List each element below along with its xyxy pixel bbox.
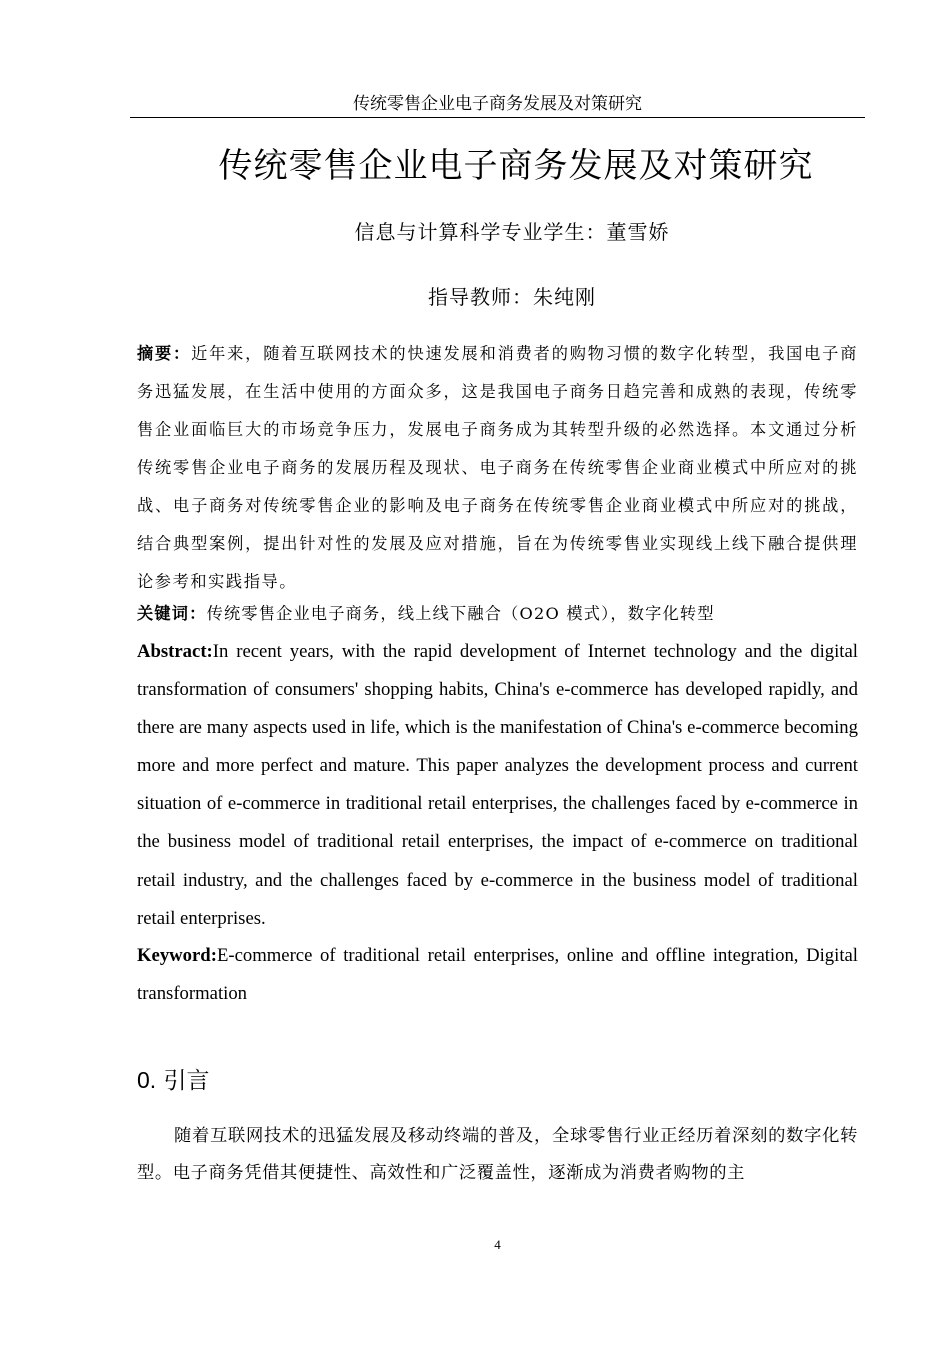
- section-title: 引言: [163, 1068, 210, 1094]
- advisor-line: 指导教师：朱纯刚: [428, 285, 596, 309]
- chinese-keywords-label: 关键词：: [137, 604, 207, 623]
- english-keywords-label: Keyword:: [137, 945, 217, 966]
- chinese-abstract: [137, 335, 858, 601]
- running-header: 传统零售企业电子商务发展及对策研究: [130, 92, 865, 118]
- paper-title: 传统零售企业电子商务发展及对策研究: [218, 146, 814, 186]
- chinese-abstract-text: 近年来，随着互联网技术的快速发展和消费者的购物习惯的数字化转型，我国电子商务迅猛发展，在生活中使用的方面众多，这是我国电子商务日趋完善和成熟的表现，传统零售企业面临巨大的市场竞争压力，发展电子商务成为其转型升级的必然选择。本文通过分析传统零售企业电子商务的发展历程及现状、电子商务在传统零售企业商业模式中所应对的挑战、电子商务对传统零售企业的影响及电子商务在传统零售企业商业模式中所应对的挑战，结合典型案例，提出针对性的发展及应对措施，旨在为传统零售业实现线上线下融合提供理论参考和实践指导。: [137, 344, 858, 591]
- english-abstract-text: In recent years, with the rapid development of Internet technology and the digital transformation of consumers' shopping habits, China's e-commerce has developed rapidly, and there are many aspects used in life, which is the manifestation of China's e-commerce becoming more and more perfect and mature. This paper analyzes the development process and current situation of e-commerce in traditional retail enterprises, the challenges faced by e-commerce in the business model of traditional retail enterprises, the impact of e-commerce on traditional retail industry, and the challenges faced by e-commerce in the business model of traditional retail enterprises.: [137, 641, 858, 929]
- page-number: 4: [494, 1237, 501, 1252]
- section-heading: [137, 1063, 210, 1098]
- english-abstract: [137, 633, 858, 938]
- chinese-keywords-text: 传统零售企业电子商务，线上线下融合（O2O 模式），数字化转型: [206, 604, 715, 623]
- english-keywords: [137, 937, 858, 1013]
- author-line: 信息与计算科学专业学生：董雪娇: [354, 220, 670, 244]
- body-paragraph: 随着互联网技术的迅猛发展及移动终端的普及，全球零售行业正经历着深刻的数字化转型。电子商务凭借其便捷性、高效性和广泛覆盖性，逐渐成为消费者购物的主: [137, 1126, 858, 1183]
- english-abstract-label: Abstract:: [137, 641, 213, 662]
- section-number: 0.: [137, 1067, 157, 1093]
- english-keywords-text: E-commerce of traditional retail enterprises, online and offline integration, Digital transformation: [137, 945, 858, 1005]
- chinese-abstract-label: 摘要：: [137, 344, 192, 363]
- chinese-keywords: [137, 600, 858, 628]
